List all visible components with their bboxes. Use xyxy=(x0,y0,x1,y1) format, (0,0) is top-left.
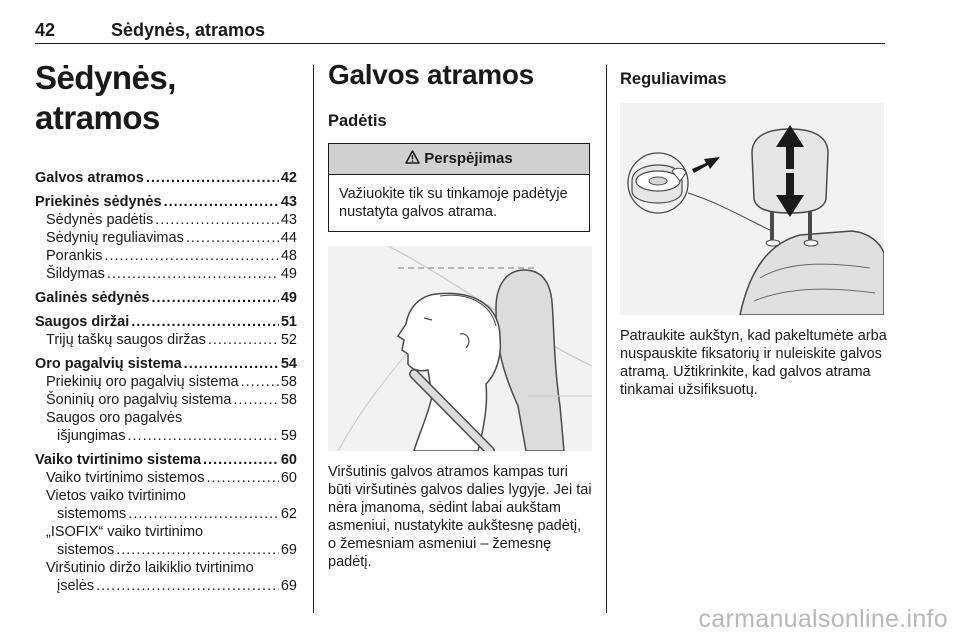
toc-entry[interactable] xyxy=(35,469,297,487)
page-number: 42 xyxy=(35,20,56,40)
toc-dot-leader xyxy=(104,247,278,265)
right-column xyxy=(620,58,890,399)
toc-entry-label: Galvos atramos xyxy=(35,170,144,187)
toc-entry-page: 60 xyxy=(280,452,297,469)
toc-entry[interactable] xyxy=(35,427,297,445)
page-header xyxy=(35,10,885,44)
toc-entry-label: Priekinės sėdynės xyxy=(35,194,162,211)
warning-text: Važiuokite tik su tinkamoje padėtyje nustatyta galvos atrama. xyxy=(339,185,568,220)
position-paragraph: Viršutinis galvos atramos kampas turi būti viršutinės galvos dalies lygyje. Jei tai nėra įmanoma, sėdint labai aukštam asmeniui, nustatykite aukštesnę padėtį, o žemesniam asmeniui – žemesnę padėtį. xyxy=(328,463,592,570)
toc-entry-page: 60 xyxy=(280,470,297,487)
toc-entry[interactable] xyxy=(35,409,297,427)
toc-entry[interactable] xyxy=(35,265,297,283)
toc-entry-page: 43 xyxy=(280,212,297,229)
toc-entry-page: 69 xyxy=(280,542,297,559)
subsection-title-adjustment: Reguliavimas xyxy=(620,70,727,88)
toc-entry-label: Vaiko tvirtinimo sistema xyxy=(35,452,202,469)
toc-entry-label: Priekinių oro pagalvių sistema xyxy=(46,374,239,391)
toc-entry[interactable] xyxy=(35,451,297,469)
column-divider xyxy=(606,65,607,613)
toc-dot-leader xyxy=(186,229,279,247)
warning-triangle-icon xyxy=(405,150,420,168)
toc-entry-page: 62 xyxy=(280,506,297,523)
toc-entry-label: Vietos vaiko tvirtinimo xyxy=(46,488,186,505)
toc-dot-leader xyxy=(131,313,279,331)
toc-entry[interactable] xyxy=(35,559,297,577)
toc-entry-page: 58 xyxy=(280,374,297,391)
toc-dot-leader xyxy=(146,169,279,187)
toc-entry[interactable] xyxy=(35,313,297,331)
toc-entry-label: „ISOFIX“ vaiko tvirtinimo xyxy=(46,524,204,541)
middle-column xyxy=(328,58,592,571)
toc-dot-leader xyxy=(241,373,279,391)
toc-dot-leader xyxy=(116,541,279,559)
headrest-adjustment-illustration xyxy=(620,103,884,315)
toc-entry-label: Saugos diržai xyxy=(35,314,130,331)
toc-entry-label: Porankis xyxy=(46,248,103,265)
toc-dot-leader xyxy=(203,451,279,469)
toc-entry-page: 52 xyxy=(280,332,297,349)
toc-entry[interactable] xyxy=(35,505,297,523)
toc-entry-label: sistemos xyxy=(57,542,115,559)
toc-entry[interactable] xyxy=(35,169,297,187)
toc-entry[interactable] xyxy=(35,577,297,595)
toc-entry-label: Viršutinio diržo laikiklio tvirtinimo xyxy=(46,560,254,577)
toc-entry[interactable] xyxy=(35,331,297,349)
toc-entry-label: Šoninių oro pagalvių sistema xyxy=(46,392,232,409)
toc-entry-label: Sėdynės padėtis xyxy=(46,212,154,229)
toc-entry-label: išjungimas xyxy=(57,428,126,445)
toc-entry-label: Sėdynių reguliavimas xyxy=(46,230,184,247)
toc-entry[interactable] xyxy=(35,211,297,229)
toc-entry-label: įselės xyxy=(57,578,95,595)
header-rule xyxy=(35,43,885,44)
toc-entry-page: 42 xyxy=(280,170,297,187)
driver-headrest-position-illustration xyxy=(328,246,592,451)
toc-dot-leader xyxy=(96,577,279,595)
toc-entry-page: 49 xyxy=(280,290,297,307)
toc-entry-label: Šildymas xyxy=(46,266,105,283)
toc-dot-leader xyxy=(155,211,279,229)
column-divider xyxy=(313,65,314,613)
left-column xyxy=(35,58,297,595)
toc-dot-leader xyxy=(164,193,279,211)
warning-header xyxy=(329,144,589,175)
toc-dot-leader xyxy=(128,427,279,445)
adjustment-paragraph: Patraukite aukštyn, kad pakeltumėte arba nuspauskite fiksatorių ir nuleiskite galvos atramą. Užtikrinkite, kad galvos atrama tinkamai užsifiksuotų. xyxy=(620,328,887,398)
toc-entry-label: sistemoms xyxy=(57,506,127,523)
toc-dot-leader xyxy=(151,289,278,307)
toc-entry[interactable] xyxy=(35,373,297,391)
subsection-title-position: Padėtis xyxy=(328,111,387,130)
toc-dot-leader xyxy=(208,331,279,349)
section-title: Galvos atramos xyxy=(328,59,534,90)
warning-box xyxy=(328,143,590,232)
toc-dot-leader xyxy=(128,505,279,523)
toc-entry-page: 51 xyxy=(280,314,297,331)
toc-entry-label: Galinės sėdynės xyxy=(35,290,150,307)
toc-entry[interactable] xyxy=(35,487,297,505)
toc-entry-page: 59 xyxy=(280,428,297,445)
warning-title: Perspėjimas xyxy=(424,150,513,168)
toc-entry-label: Vaiko tvirtinimo sistemos xyxy=(46,470,205,487)
toc-dot-leader xyxy=(206,469,278,487)
toc-entry[interactable] xyxy=(35,355,297,373)
toc-dot-leader xyxy=(233,391,278,409)
toc-entry-page: 58 xyxy=(280,392,297,409)
toc-entry[interactable] xyxy=(35,229,297,247)
toc-entry[interactable] xyxy=(35,523,297,541)
toc-entry-page: 44 xyxy=(280,230,297,247)
toc-entry[interactable] xyxy=(35,541,297,559)
toc-entry-page: 48 xyxy=(280,248,297,265)
toc-entry-label: Trijų taškų saugos diržas xyxy=(46,332,206,349)
toc-entry-page: 69 xyxy=(280,578,297,595)
toc-entry-page: 43 xyxy=(280,194,297,211)
toc-entry-label: Oro pagalvių sistema xyxy=(35,356,182,373)
header-section-title: Sėdynės, atramos xyxy=(111,20,266,40)
chapter-title: Sėdynės, atramos xyxy=(35,59,176,136)
toc-entry[interactable] xyxy=(35,289,297,307)
toc-dot-leader xyxy=(184,355,279,373)
watermark: carmanualsonline.info xyxy=(698,605,948,633)
toc-entry[interactable] xyxy=(35,193,297,211)
toc-entry-page: 49 xyxy=(280,266,297,283)
toc-entry[interactable] xyxy=(35,391,297,409)
toc-entry-page: 54 xyxy=(280,356,297,373)
toc-entry[interactable] xyxy=(35,247,297,265)
toc-dot-leader xyxy=(107,265,279,283)
table-of-contents xyxy=(35,169,297,595)
toc-entry-label: Saugos oro pagalvės xyxy=(46,410,183,427)
